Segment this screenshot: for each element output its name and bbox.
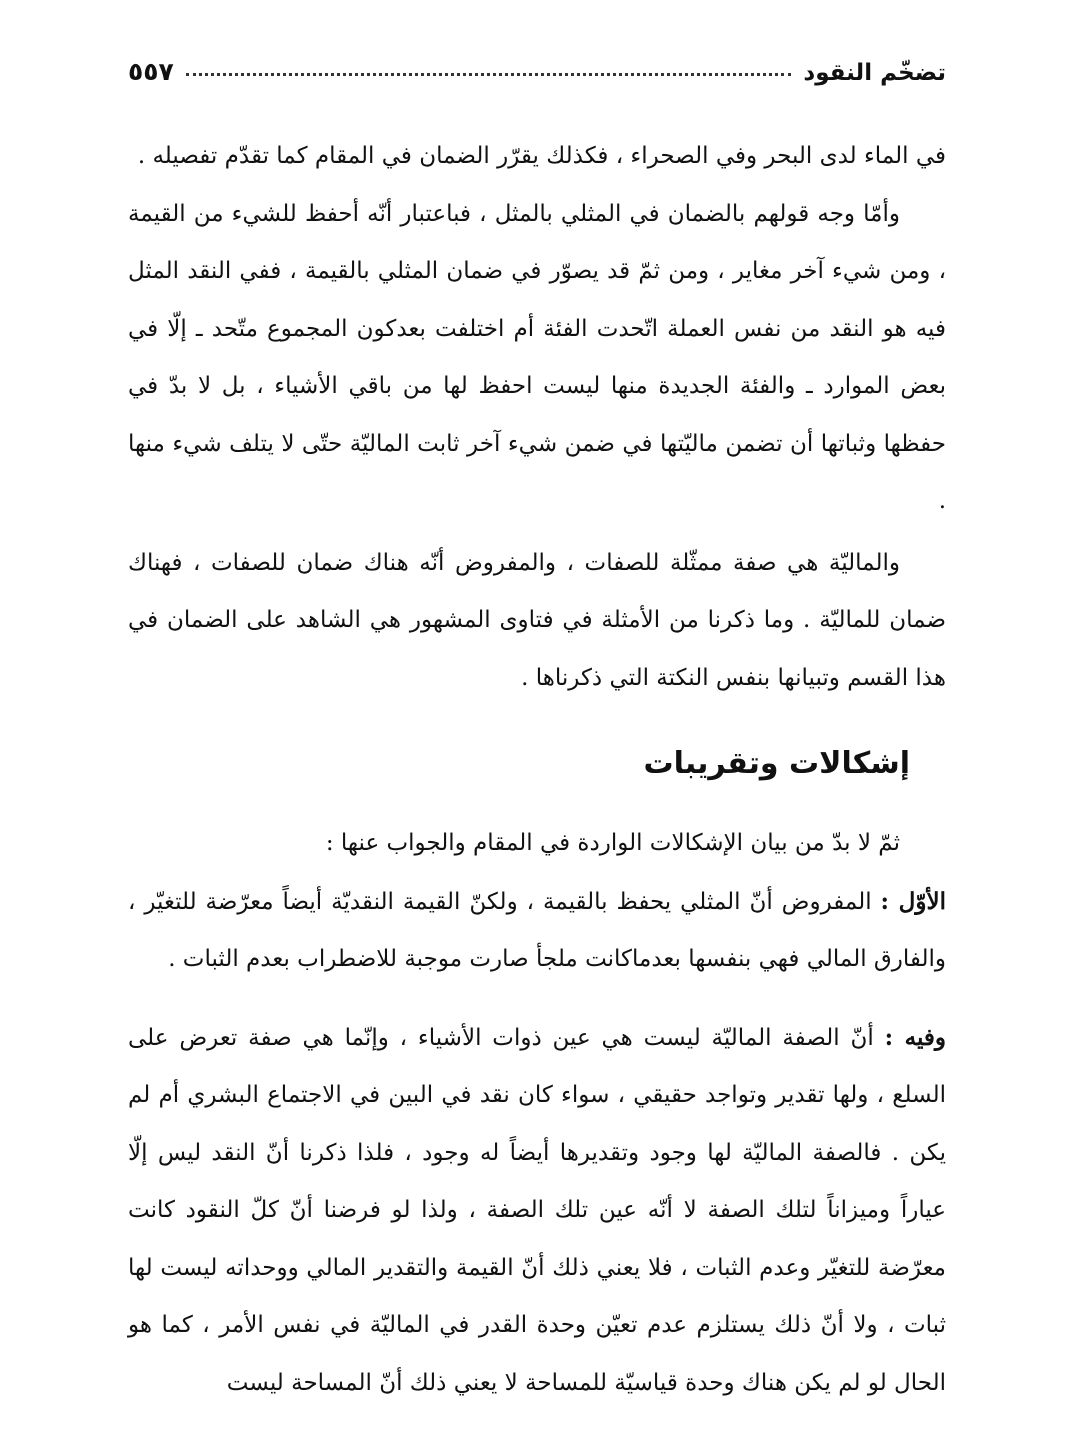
objection-text: المفروض أنّ المثلي يحفظ بالقيمة ، ولكنّ القيمة النقديّة أيضاً معرّضة للتغيّر ، والفارق المالي فهي بنفسها بعدماكانت ملجأ صارت موجبة للاضطراب بعدم الثبات . [128, 888, 946, 972]
running-header [128, 40, 946, 86]
objection-label: الأوّل : [880, 887, 946, 915]
section-intro: ثمّ لا بدّ من بيان الإشكالات الواردة في المقام والجواب عنها : [325, 830, 900, 856]
dotted-leader [186, 73, 792, 76]
objection-first [128, 873, 946, 989]
paragraph-1: في الماء لدى البحر وفي الصحراء ، فكذلك يقرّر الضمان في المقام كما تقدّم تفصيله . [137, 143, 946, 169]
paragraph-2: وأمّا وجه قولهم بالضمان في المثلي بالمثل ، فباعتبار أنّه أحفظ للشيء من القيمة ، ومن شيء آخر مغاير ، ومن ثمّ قد يصوّر في ضمان المثلي بالقيمة ، ففي النقد المثل فيه هو النقد من نفس العملة اتّحدت الفئة أم اختلفت بعدكون المجموع متّحد ـ إلّا في بعض الموارد ـ والفئة الجديدة منها ليست احفظ لها من باقي الأشياء ، بل لا بدّ في حفظها وثباتها أن تضمن ماليّتها في ضمن شيء آخر ثابت الماليّة حتّى لا يتلف شيء منها . [128, 200, 946, 514]
reply-label: وفيه : [884, 1023, 947, 1051]
book-page [128, 40, 946, 1412]
paragraph-3: والماليّة هي صفة ممثّلة للصفات ، والمفروض أنّه هناك ضمان للصفات ، فهناك ضمان للماليّة . وما ذكرنا من الأمثلة في فتاوى المشهور هي الشاهد على الضمان في هذا القسم وتبيانها بنفس النكتة التي ذكرناها . [128, 549, 946, 691]
section-heading: إشكالات وتقريبات [643, 746, 910, 781]
page-number: ٥٥٧ [128, 57, 174, 86]
body-text [128, 128, 946, 1412]
objection-reply [128, 1009, 946, 1413]
reply-text: أنّ الصفة الماليّة ليست هي عين ذوات الأشياء ، وإنّما هي صفة تعرض على السلع ، ولها تقدير وتواجد حقيقي ، سواء كان نقد في البين في الاجتماع البشري أم لم يكن . فالصفة الماليّة لها وجود وتقديرها أيضاً له وجود ، فلذا ذكرنا أنّ النقد ليس إلّا عياراً وميزاناً لتلك الصفة لا أنّه عين تلك الصفة ، ولذا لو فرضنا أنّ كلّ النقود كانت معرّضة للتغيّر وعدم الثبات ، فلا يعني ذلك أنّ القيمة والتقدير المالي ووحداته ليست لها ثبات ، ولا أنّ ذلك يستلزم عدم تعيّن وحدة القدر في الماليّة في نفس الأمر ، كما هو الحال لو لم يكن هناك وحدة قياسيّة للمساحة لا يعني ذلك أنّ المساحة ليست [128, 1024, 946, 1396]
running-title: تضخّم النقود [803, 60, 946, 86]
